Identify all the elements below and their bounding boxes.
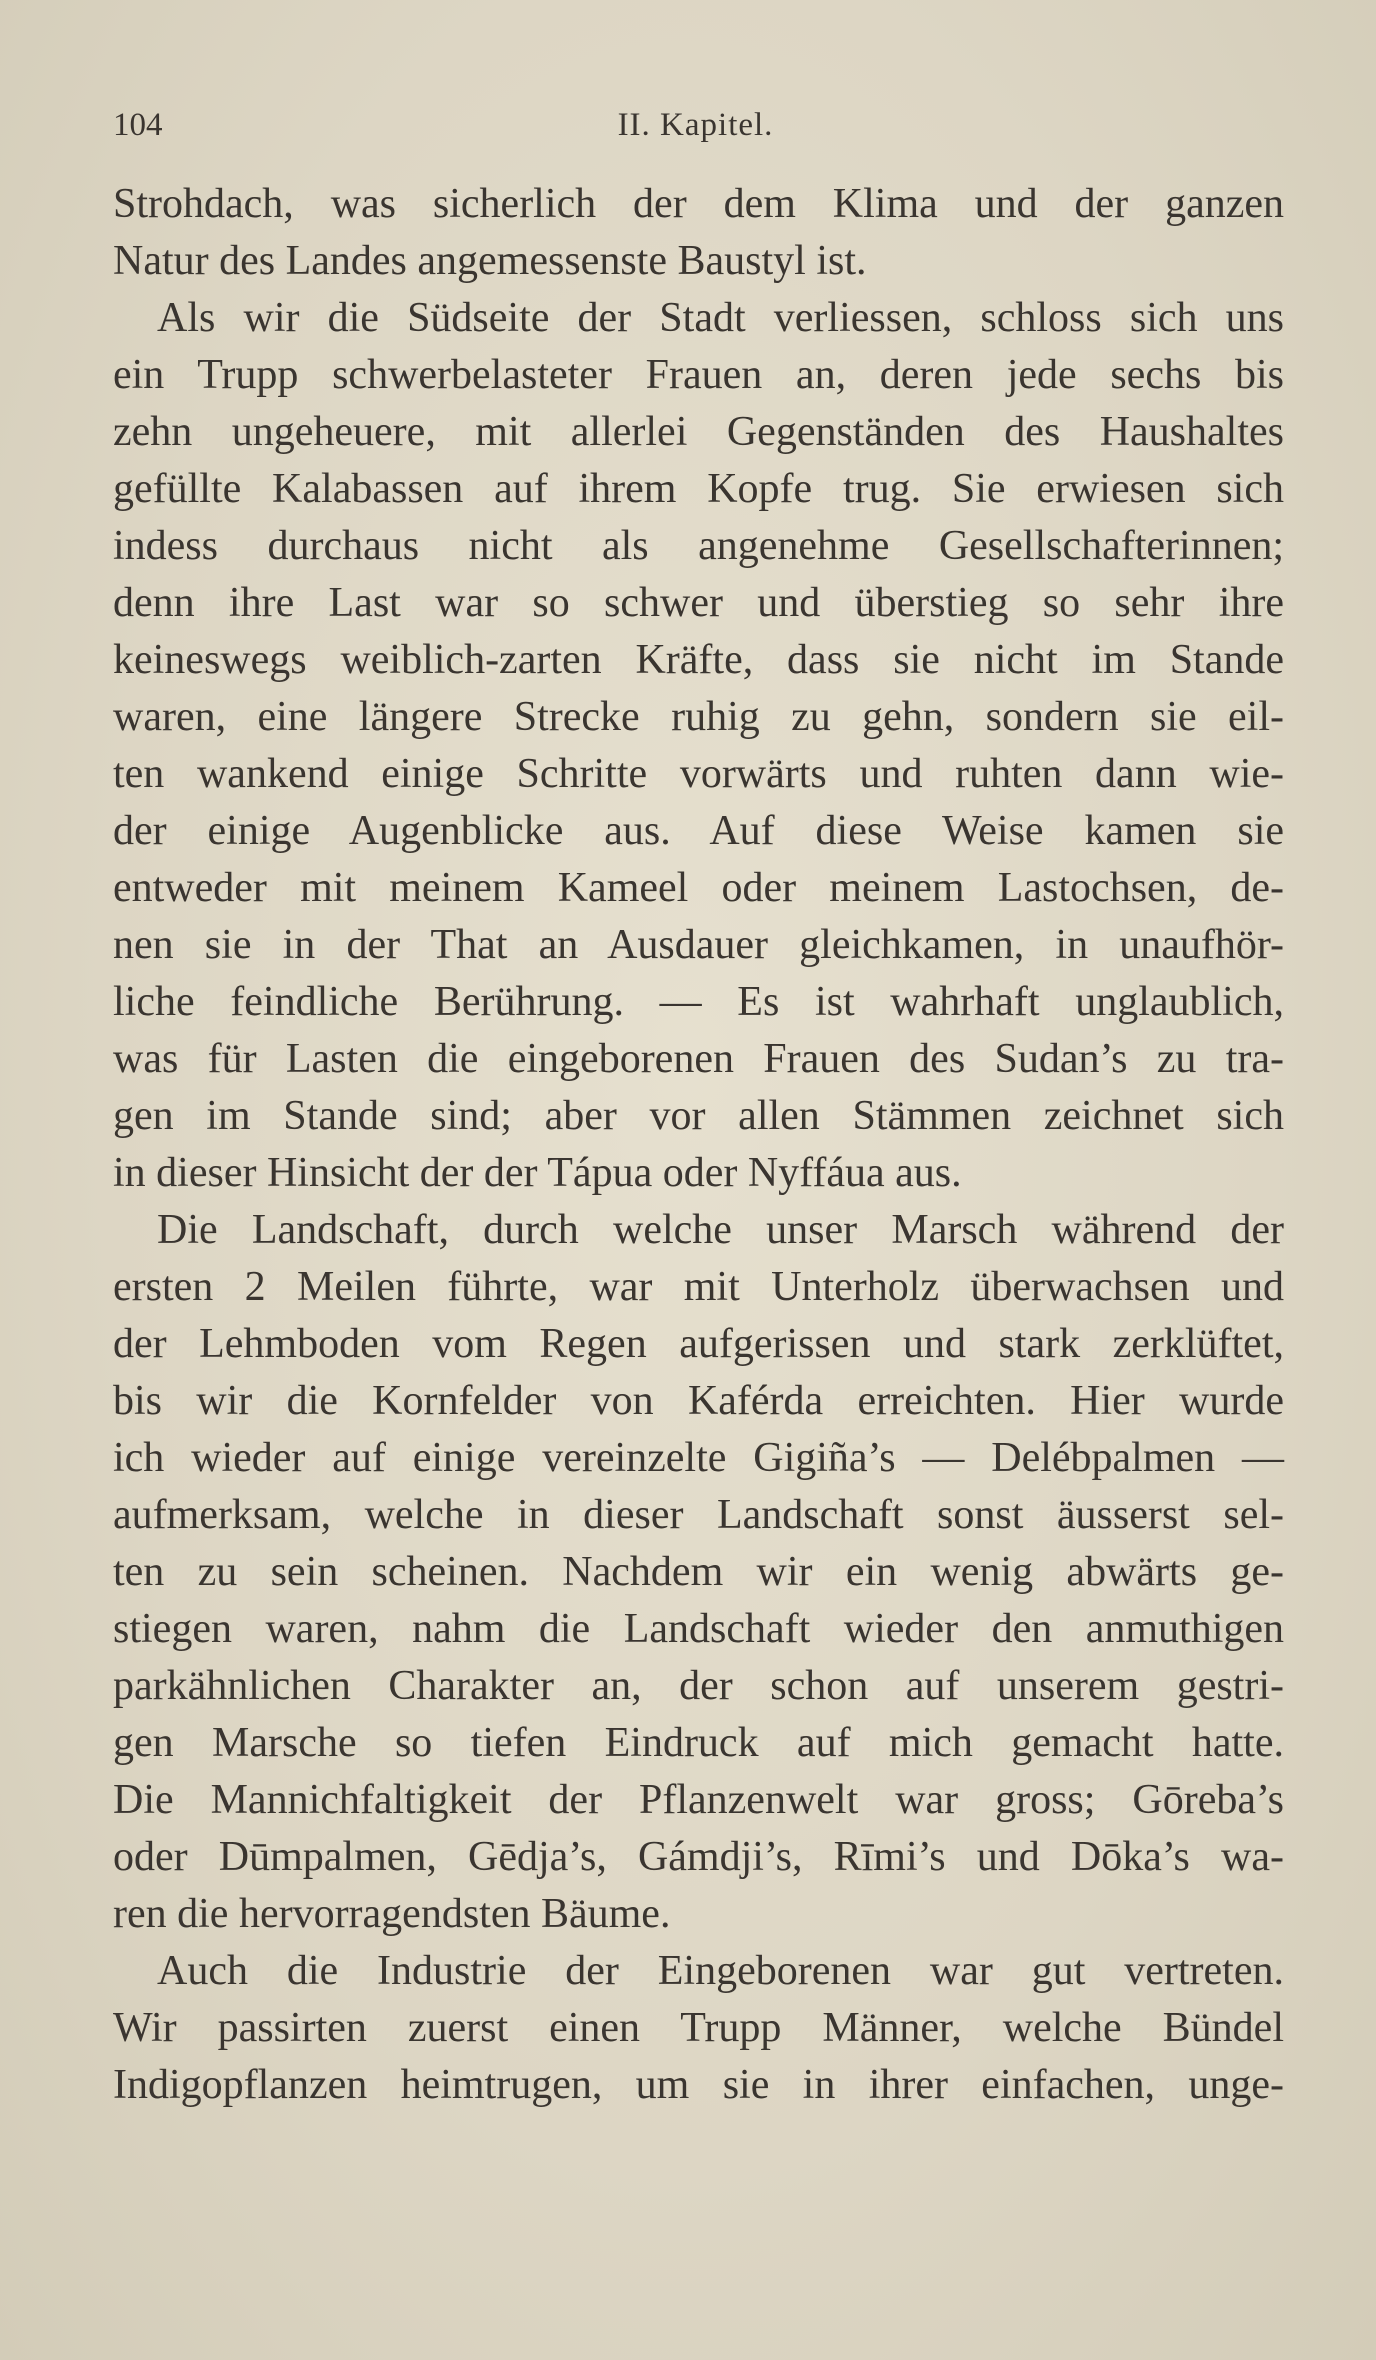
text-line: parkähnlichen Charakter an, der schon auf unserem gestri- bbox=[113, 1663, 1284, 1709]
text-line: gen Marsche so tiefen Eindruck auf mich gemacht hatte. bbox=[113, 1720, 1284, 1766]
text-line: bis wir die Kornfelder von Kaférda erreichten. Hier wurde bbox=[113, 1378, 1284, 1424]
text-line: gefüllte Kalabassen auf ihrem Kopfe trug. Sie erwiesen sich bbox=[113, 466, 1284, 512]
text-line: Auch die Industrie der Eingeborenen war gut vertreten. bbox=[157, 1948, 1284, 1994]
page-number: 104 bbox=[113, 107, 163, 143]
text-line: ersten 2 Meilen führte, war mit Unterholz überwachsen und bbox=[113, 1264, 1284, 1310]
text-line: aufmerksam, welche in dieser Landschaft sonst äusserst sel- bbox=[113, 1492, 1284, 1538]
body-text bbox=[113, 176, 1284, 2114]
text-line: zehn ungeheuere, mit allerlei Gegenständen des Haushaltes bbox=[113, 409, 1284, 455]
text-line: nen sie in der That an Ausdauer gleichkamen, in unaufhör- bbox=[113, 922, 1284, 968]
text-line: ich wieder auf einige vereinzelte Gigiña’s — Delébpalmen — bbox=[113, 1435, 1284, 1481]
text-line: Als wir die Südseite der Stadt verliessen, schloss sich uns bbox=[157, 295, 1284, 341]
text-line: Natur des Landes angemessenste Baustyl ist. bbox=[113, 238, 867, 284]
text-line: Die Landschaft, durch welche unser Marsch während der bbox=[157, 1207, 1284, 1253]
text-line: was für Lasten die eingeborenen Frauen des Sudan’s zu tra- bbox=[113, 1036, 1284, 1082]
text-line: stiegen waren, nahm die Landschaft wieder den anmuthigen bbox=[113, 1606, 1284, 1652]
text-line: Indigopflanzen heimtrugen, um sie in ihrer einfachen, unge- bbox=[113, 2062, 1284, 2108]
running-head: II. Kapitel. bbox=[617, 107, 774, 143]
text-line: liche feindliche Berührung. — Es ist wahrhaft unglaublich, bbox=[113, 979, 1284, 1025]
text-line: Wir passirten zuerst einen Trupp Männer, welche Bündel bbox=[113, 2005, 1284, 2051]
text-line: der Lehmboden vom Regen aufgerissen und stark zerklüftet, bbox=[113, 1321, 1284, 1367]
text-line: ten zu sein scheinen. Nachdem wir ein wenig abwärts ge- bbox=[113, 1549, 1284, 1595]
text-line: ein Trupp schwerbelasteter Frauen an, deren jede sechs bis bbox=[113, 352, 1284, 398]
text-line: ren die hervorragendsten Bäume. bbox=[113, 1891, 671, 1937]
page-header bbox=[113, 100, 1278, 150]
text-line: entweder mit meinem Kameel oder meinem Lastochsen, de- bbox=[113, 865, 1284, 911]
text-line: indess durchaus nicht als angenehme Gesellschafterinnen; bbox=[113, 523, 1284, 569]
text-line: in dieser Hinsicht der der Tápua oder Nyffáua aus. bbox=[113, 1150, 962, 1196]
text-line: ten wankend einige Schritte vorwärts und ruhten dann wie- bbox=[113, 751, 1284, 797]
text-line: denn ihre Last war so schwer und überstieg so sehr ihre bbox=[113, 580, 1284, 626]
text-line: gen im Stande sind; aber vor allen Stämmen zeichnet sich bbox=[113, 1093, 1284, 1139]
text-line: keineswegs weiblich-zarten Kräfte, dass sie nicht im Stande bbox=[113, 637, 1284, 683]
text-line: Strohdach, was sicherlich der dem Klima und der ganzen bbox=[113, 181, 1284, 227]
text-line: waren, eine längere Strecke ruhig zu gehn, sondern sie eil- bbox=[113, 694, 1284, 740]
text-line: Die Mannichfaltigkeit der Pflanzenwelt war gross; Gōreba’s bbox=[113, 1777, 1284, 1823]
text-line: der einige Augenblicke aus. Auf diese Weise kamen sie bbox=[113, 808, 1284, 854]
text-line: oder Dūmpalmen, Gēdja’s, Gámdji’s, Rīmi’s und Dōka’s wa- bbox=[113, 1834, 1284, 1880]
